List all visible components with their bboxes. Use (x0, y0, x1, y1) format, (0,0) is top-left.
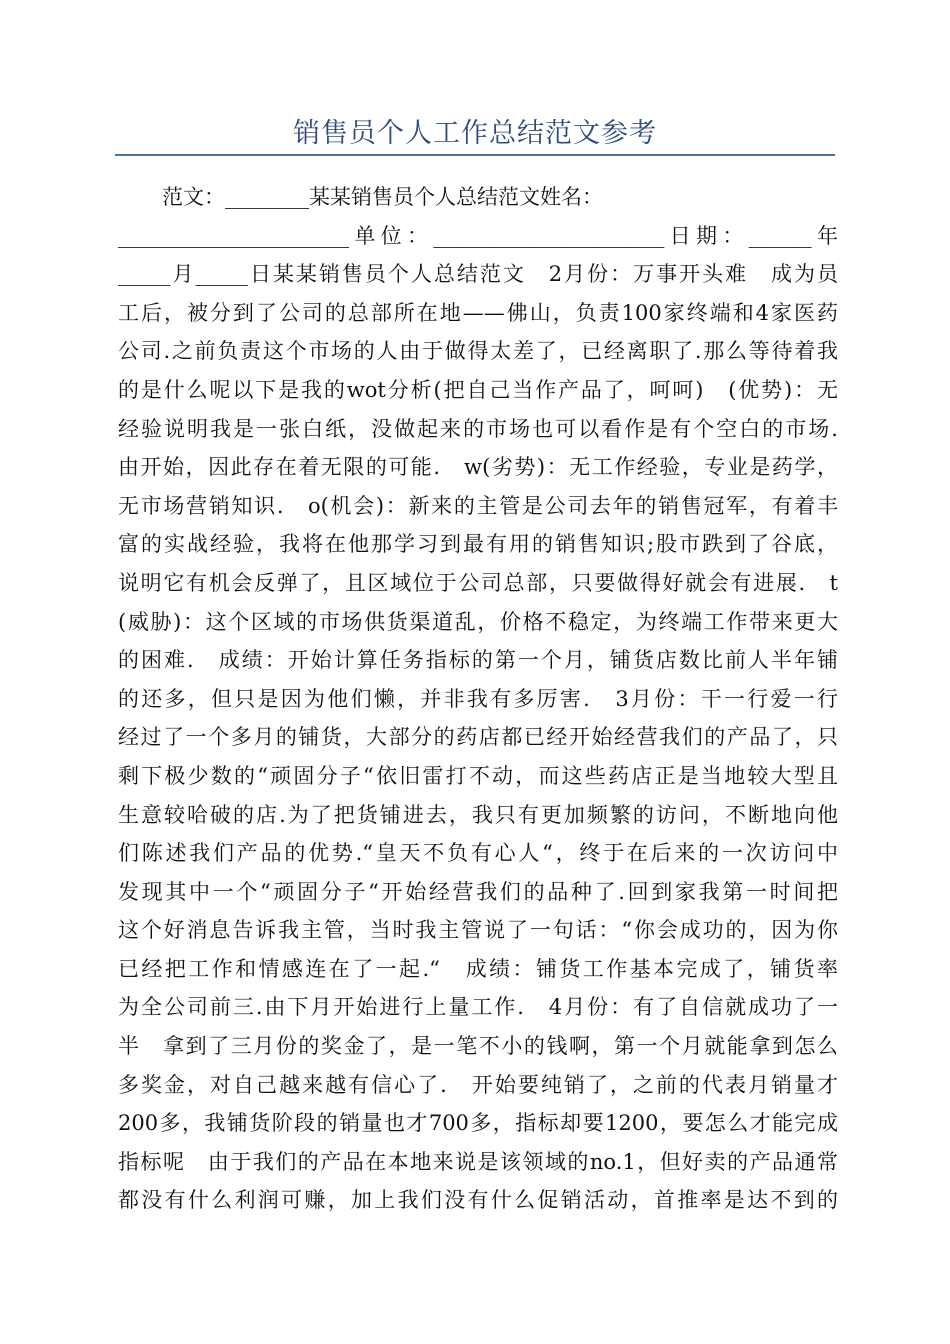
body-line: 多奖金，对自己越来越有信心了. 开始要纯销了，之前的代表月销量才 (118, 1072, 838, 1097)
title-underline (115, 154, 835, 156)
body-line: 工后，被分到了公司的总部所在地——佛山，负责100家终端和4家医药 (118, 300, 838, 325)
body-line: ______________________单位：______________________日期：______年 (118, 223, 838, 248)
document-title: 销售员个人工作总结范文参考 (293, 118, 657, 149)
body-line: 半 拿到了三月份的奖金了，是一笔不小的钱啊，第一个月就能拿到怎么 (118, 1034, 838, 1059)
body-line: 们陈述我们产品的优势.“皇天不负有心人“，终于在后来的一次访问中 (118, 841, 838, 866)
body-line: 生意较哈破的店.为了把货铺进去，我只有更加频繁的访问，不断地向他 (118, 802, 838, 827)
body-line: 经过了一个多月的铺货，大部分的药店都已经开始经营我们的产品了，只 (118, 725, 838, 750)
body-line: 经验说明我是一张白纸，没做起来的市场也可以看作是有个空白的市场. (118, 416, 838, 441)
body-line: 发现其中一个“顽固分子“开始经营我们的品种了.回到家我第一时间把 (118, 879, 838, 904)
body-line: 的是什么呢以下是我的wot分析(把自己当作产品了，呵呵) (优势)：无 (118, 377, 838, 402)
body-line: 剩下极少数的“顽固分子“依旧雷打不动，而这些药店正是当地较大型且 (118, 763, 838, 788)
body-line: 指标呢 由于我们的产品在本地来说是该领域的no.1，但好卖的产品通常 (118, 1149, 838, 1174)
body-line: 这个好消息告诉我主管，当时我主管说了一句话：“你会成功的，因为你 (118, 918, 838, 943)
body-line: (威胁)：这个区域的市场供货渠道乱，价格不稳定，为终端工作带来更大 (118, 609, 838, 634)
body-line: 公司.之前负责这个市场的人由于做得太差了，已经离职了.那么等待着我 (118, 339, 838, 364)
body-line: 无市场营销知识. o(机会)：新来的主管是公司去年的销售冠军，有着丰 (118, 493, 838, 518)
body-line: 200多，我铺货阶段的销量也才700多，指标却要1200，要怎么才能完成 (118, 1111, 838, 1136)
document-body (118, 178, 838, 1220)
body-line: 的还多，但只是因为他们懒，并非我有多厉害. 3月份：干一行爱一行 (118, 686, 838, 711)
body-line: 范文：________某某销售员个人总结范文姓名： (162, 185, 603, 209)
body-line: 都没有什么利润可赚，加上我们没有什么促销活动，首推率是达不到的 (118, 1188, 838, 1213)
body-line: 富的实战经验，我将在他那学习到最有用的销售知识;股市跌到了谷底， (118, 532, 838, 557)
body-line: 由开始，因此存在着无限的可能. w(劣势)：无工作经验，专业是药学， (118, 455, 838, 480)
body-line: _____月_____日某某销售员个人总结范文 2月份：万事开头难 成为员 (118, 262, 838, 287)
body-line: 的困难. 成绩：开始计算任务指标的第一个月，铺货店数比前人半年铺 (118, 648, 838, 673)
body-line: 说明它有机会反弹了，且区域位于公司总部，只要做得好就会有进展. t (118, 570, 838, 595)
body-line: 为全公司前三.由下月开始进行上量工作. 4月份：有了自信就成功了一 (118, 995, 838, 1020)
body-line: 已经把工作和情感连在了一起.“ 成绩：铺货工作基本完成了，铺货率 (118, 956, 838, 981)
